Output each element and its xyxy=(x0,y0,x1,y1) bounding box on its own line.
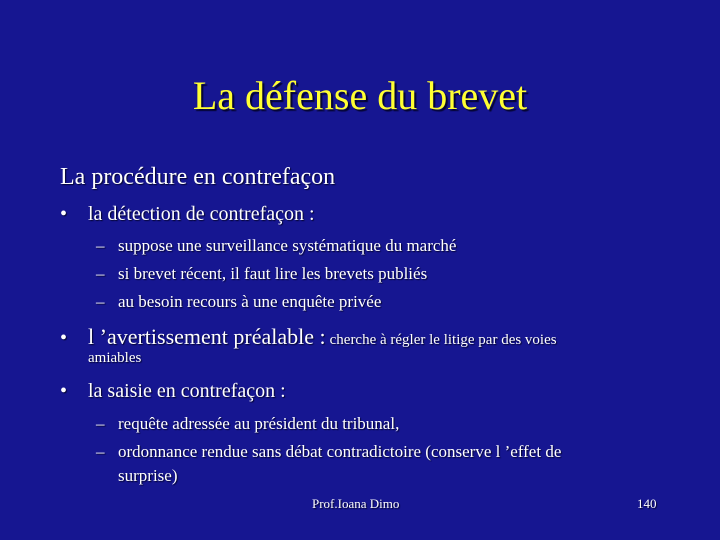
sub-item xyxy=(96,292,381,312)
sub-item-text: si brevet récent, il faut lire les brevets publiés xyxy=(118,264,428,283)
bullet-text: la saisie en contrefaçon : xyxy=(88,380,286,402)
bullet-item-detection xyxy=(60,203,315,226)
footer-author: Prof.Ioana Dimo xyxy=(312,496,400,511)
dash-marker: – xyxy=(96,442,105,461)
bullet-item-saisie xyxy=(60,380,286,403)
sub-item xyxy=(96,264,427,284)
sub-item-text: ordonnance rendue sans débat contradictoire (conserve l ’effet de xyxy=(118,442,562,461)
page-number: 140 xyxy=(637,496,657,511)
sub-item-text: au besoin recours à une enquête privée xyxy=(118,292,382,311)
bullet-text: la détection de contrefaçon : xyxy=(88,203,315,225)
bullet-detail: cherche à régler le litige par des voies xyxy=(329,332,557,348)
sub-item xyxy=(96,236,456,256)
dash-marker: – xyxy=(96,264,105,283)
bullet-marker: • xyxy=(60,203,68,225)
dash-marker: – xyxy=(96,236,105,255)
sub-item-continuation: surprise) xyxy=(118,466,178,485)
sub-item xyxy=(96,414,399,434)
section-heading: La procédure en contrefaçon xyxy=(60,164,336,190)
sub-item xyxy=(96,442,561,462)
bullet-text: l ’avertissement préalable : xyxy=(88,324,326,349)
dash-marker: – xyxy=(96,414,105,433)
sub-item-text: requête adressée au président du tribunal, xyxy=(118,414,400,433)
sub-item-text: suppose une surveillance systématique du marché xyxy=(118,236,457,255)
bullet-marker: • xyxy=(60,380,68,402)
dash-marker: – xyxy=(96,292,105,311)
bullet-detail-continuation: amiables xyxy=(88,350,142,366)
bullet-marker: • xyxy=(60,327,68,349)
bullet-item-avertissement xyxy=(60,324,557,350)
slide-title: La défense du brevet xyxy=(192,73,528,118)
